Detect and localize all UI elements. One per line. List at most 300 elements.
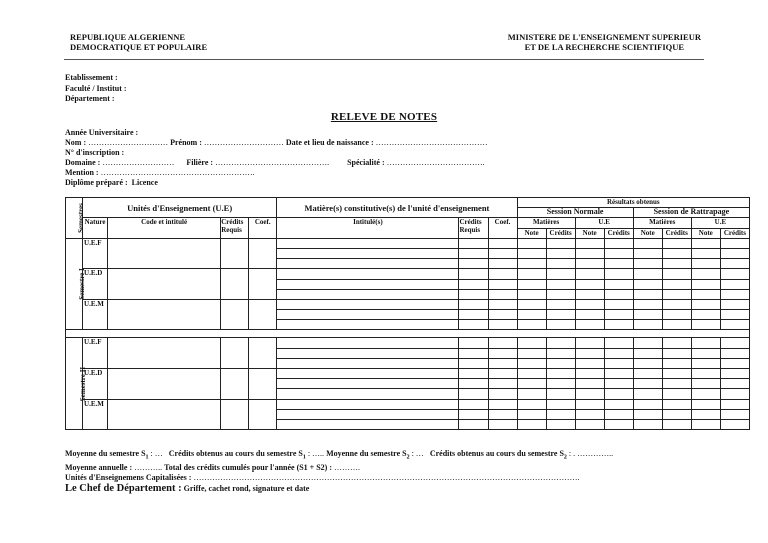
diplome-value: Licence	[131, 178, 158, 187]
grade-cell[interactable]	[517, 289, 546, 299]
grade-cell[interactable]	[517, 348, 546, 358]
faculte-label: Faculté / Institut :	[65, 83, 127, 93]
chef-note: Griffe, cachet rond, signature et date	[183, 484, 310, 494]
code-cell[interactable]	[108, 269, 221, 300]
grade-cell[interactable]	[459, 369, 488, 379]
grade-cell[interactable]	[604, 409, 633, 419]
grade-cell[interactable]	[277, 320, 459, 330]
page-title: RELEVE DE NOTES	[330, 111, 438, 123]
grade-cell[interactable]	[488, 358, 517, 368]
code-cell[interactable]	[108, 338, 221, 369]
grade-cell[interactable]	[575, 348, 604, 358]
grade-cell[interactable]	[720, 238, 749, 248]
grade-cell[interactable]	[691, 369, 720, 379]
grade-cell[interactable]	[662, 269, 691, 279]
sn-matieres-header: Matières	[517, 218, 575, 228]
grade-cell[interactable]	[459, 399, 488, 409]
semestre-1-label-cell	[66, 238, 86, 330]
grade-cell[interactable]	[546, 248, 575, 258]
grade-cell[interactable]	[459, 310, 488, 320]
grade-cell[interactable]	[691, 310, 720, 320]
semestre-1-body	[66, 238, 750, 330]
grade-cell[interactable]	[691, 348, 720, 358]
grade-cell[interactable]	[633, 409, 662, 419]
moy-s1-field[interactable]: : …	[150, 449, 163, 458]
grade-cell[interactable]	[691, 338, 720, 348]
grade-cell[interactable]	[277, 299, 459, 309]
header-ministry	[508, 32, 701, 52]
grade-cell[interactable]	[277, 389, 459, 399]
sn-ue-header: U.E	[575, 218, 633, 228]
grade-cell[interactable]	[604, 369, 633, 379]
header-divider	[64, 59, 704, 60]
grade-cell[interactable]	[575, 399, 604, 409]
grade-cell[interactable]	[604, 238, 633, 248]
grade-cell[interactable]	[517, 279, 546, 289]
grade-cell[interactable]	[604, 310, 633, 320]
grade-cell[interactable]	[277, 338, 459, 348]
grade-cell[interactable]	[662, 369, 691, 379]
grade-cell[interactable]	[633, 389, 662, 399]
grade-cell[interactable]	[633, 338, 662, 348]
grade-cell[interactable]	[720, 369, 749, 379]
grade-cell[interactable]	[517, 310, 546, 320]
grade-cell[interactable]	[488, 299, 517, 309]
grade-cell[interactable]	[488, 248, 517, 258]
grade-cell[interactable]	[691, 320, 720, 330]
grade-cell[interactable]	[720, 419, 749, 429]
grade-cell[interactable]	[604, 358, 633, 368]
grade-cell[interactable]	[662, 409, 691, 419]
sr-ue-note: Note	[691, 228, 720, 238]
grade-cell[interactable]	[720, 269, 749, 279]
moy-s2-label: Moyenne du semestre $S_2$	[326, 449, 410, 461]
code-cell[interactable]	[108, 238, 221, 269]
sn-matieres-note: Note	[517, 228, 546, 238]
code-cell[interactable]	[108, 399, 221, 430]
grade-cell[interactable]	[604, 399, 633, 409]
grade-cell[interactable]	[662, 299, 691, 309]
ue-header: Unités d'Enseignement (U.E)	[83, 198, 277, 218]
grade-cell[interactable]	[517, 379, 546, 389]
grade-cell[interactable]	[575, 248, 604, 258]
specialite-label: Spécialité :	[347, 158, 385, 167]
grade-cell[interactable]	[546, 320, 575, 330]
semestres-label: Semestres	[76, 202, 85, 233]
grade-cell[interactable]	[546, 279, 575, 289]
grade-cell[interactable]	[633, 238, 662, 248]
coef-cell[interactable]	[249, 269, 277, 300]
grade-cell[interactable]	[633, 379, 662, 389]
grade-cell[interactable]	[459, 269, 488, 279]
grade-cell[interactable]	[720, 279, 749, 289]
grade-cell[interactable]	[720, 248, 749, 258]
grade-cell[interactable]	[575, 238, 604, 248]
nature-ued: U.E.D	[83, 369, 108, 400]
grade-cell[interactable]	[633, 299, 662, 309]
grade-cell[interactable]	[546, 269, 575, 279]
grade-cell[interactable]	[662, 310, 691, 320]
sn-matieres-credits: Crédits	[546, 228, 575, 238]
nom-label: Nom :	[65, 138, 87, 147]
grade-cell[interactable]	[604, 269, 633, 279]
grade-cell[interactable]	[633, 310, 662, 320]
grade-cell[interactable]	[517, 338, 546, 348]
grade-cell[interactable]	[488, 310, 517, 320]
prenom-field[interactable]: …………………………	[203, 138, 284, 147]
sn-ue-credits: Crédits	[604, 228, 633, 238]
grade-cell[interactable]	[662, 320, 691, 330]
grade-cell[interactable]	[575, 320, 604, 330]
header-republic	[70, 32, 207, 52]
grade-cell[interactable]	[633, 348, 662, 358]
prenom-label: Prénom :	[170, 138, 202, 147]
grade-cell[interactable]	[546, 338, 575, 348]
grade-cell[interactable]	[459, 248, 488, 258]
grade-cell[interactable]	[662, 379, 691, 389]
grade-cell[interactable]	[633, 269, 662, 279]
domaine-field[interactable]: ………………………	[102, 158, 175, 167]
grade-cell[interactable]	[277, 369, 459, 379]
coef-cell[interactable]	[249, 369, 277, 400]
grade-cell[interactable]	[691, 399, 720, 409]
table-row	[66, 269, 750, 279]
grade-cell[interactable]	[488, 409, 517, 419]
cred-s2-label: Crédits obtenus au cours du semestre $S_2$	[429, 449, 567, 461]
header-right-line-2: ET DE LA RECHERCHE SCIENTIFIQUE	[524, 42, 685, 52]
grade-cell[interactable]	[720, 310, 749, 320]
grade-cell[interactable]	[546, 409, 575, 419]
grade-cell[interactable]	[546, 369, 575, 379]
semestre-1-label: Semestre I	[77, 268, 86, 300]
grade-cell[interactable]	[575, 369, 604, 379]
grade-cell[interactable]	[277, 358, 459, 368]
grade-cell[interactable]	[633, 358, 662, 368]
grade-cell[interactable]	[546, 419, 575, 429]
grade-cell[interactable]	[662, 289, 691, 299]
grade-cell[interactable]	[517, 369, 546, 379]
grade-cell[interactable]	[604, 379, 633, 389]
grade-cell[interactable]	[720, 299, 749, 309]
grade-cell[interactable]	[633, 279, 662, 289]
grade-cell[interactable]	[277, 409, 459, 419]
grade-cell[interactable]	[546, 299, 575, 309]
grade-cell[interactable]	[459, 279, 488, 289]
capitalisees-label: Unités d'Enseignemens Capitalisées :	[65, 472, 192, 482]
cred-s1-label: Crédits obtenus au cours du semestre $S_1$	[168, 449, 306, 461]
grade-cell[interactable]	[720, 289, 749, 299]
sr-matieres-header: Matières	[633, 218, 691, 228]
grade-cell[interactable]	[662, 238, 691, 248]
grade-cell[interactable]	[459, 320, 488, 330]
grade-cell[interactable]	[604, 419, 633, 429]
grade-cell[interactable]	[546, 348, 575, 358]
grade-cell[interactable]	[633, 248, 662, 258]
credits-requis-cell[interactable]	[221, 338, 249, 369]
grade-cell[interactable]	[546, 310, 575, 320]
intitules-header: Intitulé(s)	[277, 218, 459, 238]
grade-cell[interactable]	[277, 289, 459, 299]
grade-cell[interactable]	[633, 399, 662, 409]
grade-cell[interactable]	[720, 259, 749, 269]
grade-cell[interactable]	[691, 279, 720, 289]
grade-cell[interactable]	[517, 409, 546, 419]
table-row	[66, 299, 750, 309]
sn-ue-note: Note	[575, 228, 604, 238]
grade-cell[interactable]	[277, 399, 459, 409]
grade-cell[interactable]	[459, 409, 488, 419]
grade-cell[interactable]	[662, 348, 691, 358]
grade-cell[interactable]	[604, 259, 633, 269]
diplome-label: Diplôme préparé :	[65, 178, 128, 187]
grade-cell[interactable]	[691, 358, 720, 368]
grade-cell[interactable]	[488, 348, 517, 358]
filiere-field[interactable]: …………………………………….	[215, 158, 330, 167]
matiere-credits-requis-header: Crédits Requis	[459, 218, 488, 238]
sr-matieres-note: Note	[633, 228, 662, 238]
grade-cell[interactable]	[459, 389, 488, 399]
credits-requis-cell[interactable]	[221, 238, 249, 269]
grade-cell[interactable]	[488, 238, 517, 248]
filiere-label: Filière :	[186, 158, 214, 167]
grade-cell[interactable]	[633, 259, 662, 269]
grade-cell[interactable]	[720, 409, 749, 419]
grade-cell[interactable]	[459, 379, 488, 389]
grade-cell[interactable]	[459, 299, 488, 309]
grade-cell[interactable]	[488, 389, 517, 399]
moy-annuelle-label: Moyenne annuelle :	[65, 463, 133, 473]
total-credits-field[interactable]: ……….	[334, 463, 361, 473]
semestre-2-label-cell	[66, 338, 88, 430]
nature-uef: U.E.F	[83, 238, 108, 269]
grade-cell[interactable]	[277, 279, 459, 289]
grade-cell[interactable]	[546, 389, 575, 399]
grade-cell[interactable]	[720, 379, 749, 389]
grade-cell[interactable]	[662, 389, 691, 399]
grade-cell[interactable]	[604, 348, 633, 358]
grade-cell[interactable]	[488, 289, 517, 299]
grade-cell[interactable]	[517, 419, 546, 429]
grade-cell[interactable]	[633, 369, 662, 379]
grade-cell[interactable]	[575, 389, 604, 399]
code-header: Code et intitulé	[108, 218, 221, 238]
code-cell[interactable]	[108, 299, 221, 330]
moy-annuelle-field[interactable]: ………..	[134, 463, 163, 473]
grade-cell[interactable]	[691, 289, 720, 299]
departement-label: Département :	[65, 94, 115, 103]
grade-cell[interactable]	[575, 299, 604, 309]
grade-cell[interactable]	[575, 310, 604, 320]
grade-cell[interactable]	[691, 409, 720, 419]
grade-cell[interactable]	[517, 259, 546, 269]
capitalisees-field[interactable]: ……………………………………………………………………………………………………………………………….	[193, 472, 580, 482]
cred-s1-field[interactable]: : …..	[307, 449, 325, 458]
nature-ued: U.E.D	[83, 269, 108, 300]
grade-cell[interactable]	[488, 419, 517, 429]
header-left-line-1: REPUBLIQUE ALGERIENNE	[70, 32, 186, 42]
credits-requis-cell[interactable]	[221, 269, 249, 300]
etablissement-label: Etablissement :	[65, 73, 118, 82]
grade-cell[interactable]	[546, 358, 575, 368]
grade-cell[interactable]	[459, 289, 488, 299]
grade-cell[interactable]	[575, 289, 604, 299]
grade-cell[interactable]	[691, 379, 720, 389]
grade-cell[interactable]	[604, 248, 633, 258]
grade-cell[interactable]	[633, 289, 662, 299]
cred-s2-field[interactable]: : . …………..	[568, 449, 614, 458]
coef-cell[interactable]	[249, 299, 277, 330]
grade-cell[interactable]	[517, 389, 546, 399]
grade-cell[interactable]	[575, 409, 604, 419]
grade-cell[interactable]	[720, 348, 749, 358]
sr-ue-credits: Crédits	[720, 228, 749, 238]
grade-cell[interactable]	[662, 279, 691, 289]
grade-cell[interactable]	[517, 358, 546, 368]
grade-cell[interactable]	[604, 338, 633, 348]
grade-cell[interactable]	[691, 238, 720, 248]
nom-field[interactable]: …………………………	[88, 138, 169, 147]
grade-cell[interactable]	[517, 399, 546, 409]
grade-cell[interactable]	[691, 259, 720, 269]
grade-cell[interactable]	[277, 348, 459, 358]
establishment-block	[65, 73, 127, 105]
grade-cell[interactable]	[546, 238, 575, 248]
mention-field[interactable]: ………………………………………………….	[100, 168, 255, 177]
grade-cell[interactable]	[604, 299, 633, 309]
footer-block	[65, 449, 613, 495]
table-row	[66, 338, 750, 348]
session-rattrapage-header: Session de Rattrapage	[633, 208, 749, 218]
grade-cell[interactable]	[277, 248, 459, 258]
table-row	[66, 238, 750, 248]
grade-cell[interactable]	[488, 399, 517, 409]
grade-cell[interactable]	[720, 338, 749, 348]
grade-cell[interactable]	[488, 338, 517, 348]
grade-cell[interactable]	[691, 299, 720, 309]
coef-cell[interactable]	[249, 399, 277, 430]
grade-cell[interactable]	[488, 269, 517, 279]
grade-cell[interactable]	[662, 358, 691, 368]
grade-cell[interactable]	[604, 320, 633, 330]
grade-cell[interactable]	[277, 269, 459, 279]
grade-cell[interactable]	[277, 259, 459, 269]
code-cell[interactable]	[108, 369, 221, 400]
naissance-field[interactable]: ……………………………………	[375, 138, 488, 147]
grade-cell[interactable]	[575, 259, 604, 269]
chef-label: Le Chef de Département :	[65, 483, 182, 495]
moy-s1-label: Moyenne du semestre $S_1$	[65, 449, 149, 461]
annee-label: Année Universitaire :	[65, 128, 139, 137]
semestres-header	[66, 198, 83, 239]
grade-cell[interactable]	[488, 320, 517, 330]
header-left-line-2: DEMOCRATIQUE ET POPULAIRE	[70, 42, 208, 52]
table-row	[66, 369, 750, 379]
grade-cell[interactable]	[720, 389, 749, 399]
grade-cell[interactable]	[662, 419, 691, 429]
nature-header: Nature	[83, 218, 108, 238]
sr-ue-header: U.E	[691, 218, 749, 228]
grade-cell[interactable]	[691, 248, 720, 258]
grade-cell[interactable]	[575, 269, 604, 279]
grade-cell[interactable]	[459, 259, 488, 269]
grade-cell[interactable]	[575, 419, 604, 429]
grades-table	[65, 197, 750, 430]
grade-cell[interactable]	[277, 310, 459, 320]
moy-s2-field[interactable]: : …	[411, 449, 424, 458]
grade-cell[interactable]	[575, 379, 604, 389]
grade-cell[interactable]	[691, 269, 720, 279]
grade-cell[interactable]	[546, 289, 575, 299]
grade-cell[interactable]	[546, 379, 575, 389]
grade-cell[interactable]	[546, 259, 575, 269]
domaine-label: Domaine :	[65, 158, 101, 167]
student-info	[65, 128, 488, 188]
grade-cell[interactable]	[720, 358, 749, 368]
specialite-field[interactable]: ……………………………….	[386, 158, 485, 167]
nature-uem: U.E.M	[83, 299, 108, 330]
grade-cell[interactable]	[662, 338, 691, 348]
grade-cell[interactable]	[459, 358, 488, 368]
matiere-coef-header: Coef.	[488, 218, 517, 238]
grade-cell[interactable]	[633, 419, 662, 429]
grade-cell[interactable]	[662, 248, 691, 258]
grade-cell[interactable]	[277, 379, 459, 389]
coef-cell[interactable]	[249, 338, 277, 369]
table-row	[66, 399, 750, 409]
grade-cell[interactable]	[575, 338, 604, 348]
grade-cell[interactable]	[277, 238, 459, 248]
grade-cell[interactable]	[488, 379, 517, 389]
semestre-separator	[66, 330, 750, 338]
grade-cell[interactable]	[488, 279, 517, 289]
grade-cell[interactable]	[662, 399, 691, 409]
grade-cell[interactable]	[517, 238, 546, 248]
inscription-label: N° d'inscription :	[65, 148, 125, 157]
grade-cell[interactable]	[604, 389, 633, 399]
grade-cell[interactable]	[691, 419, 720, 429]
grade-cell[interactable]	[720, 399, 749, 409]
grade-cell[interactable]	[517, 320, 546, 330]
grade-cell[interactable]	[575, 358, 604, 368]
grade-cell[interactable]	[604, 289, 633, 299]
grade-cell[interactable]	[604, 279, 633, 289]
grade-cell[interactable]	[720, 320, 749, 330]
grade-cell[interactable]	[459, 338, 488, 348]
grade-cell[interactable]	[517, 299, 546, 309]
grade-cell[interactable]	[277, 419, 459, 429]
grade-cell[interactable]	[517, 269, 546, 279]
grade-cell[interactable]	[691, 389, 720, 399]
grade-cell[interactable]	[459, 238, 488, 248]
sr-matieres-credits: Crédits	[662, 228, 691, 238]
credits-requis-cell[interactable]	[221, 369, 249, 400]
credits-requis-cell[interactable]	[221, 299, 249, 330]
grade-cell[interactable]	[546, 399, 575, 409]
grade-cell[interactable]	[662, 259, 691, 269]
credits-requis-cell[interactable]	[221, 399, 249, 430]
grade-cell[interactable]	[459, 419, 488, 429]
grade-cell[interactable]	[488, 369, 517, 379]
grade-cell[interactable]	[459, 348, 488, 358]
grade-cell[interactable]	[517, 248, 546, 258]
coef-header: Coef.	[249, 218, 277, 238]
coef-cell[interactable]	[249, 238, 277, 269]
naissance-label: Date et lieu de naissance :	[285, 138, 374, 147]
grade-cell[interactable]	[633, 320, 662, 330]
nature-uem: U.E.M	[83, 399, 108, 430]
grade-cell[interactable]	[488, 259, 517, 269]
grade-cell[interactable]	[575, 279, 604, 289]
